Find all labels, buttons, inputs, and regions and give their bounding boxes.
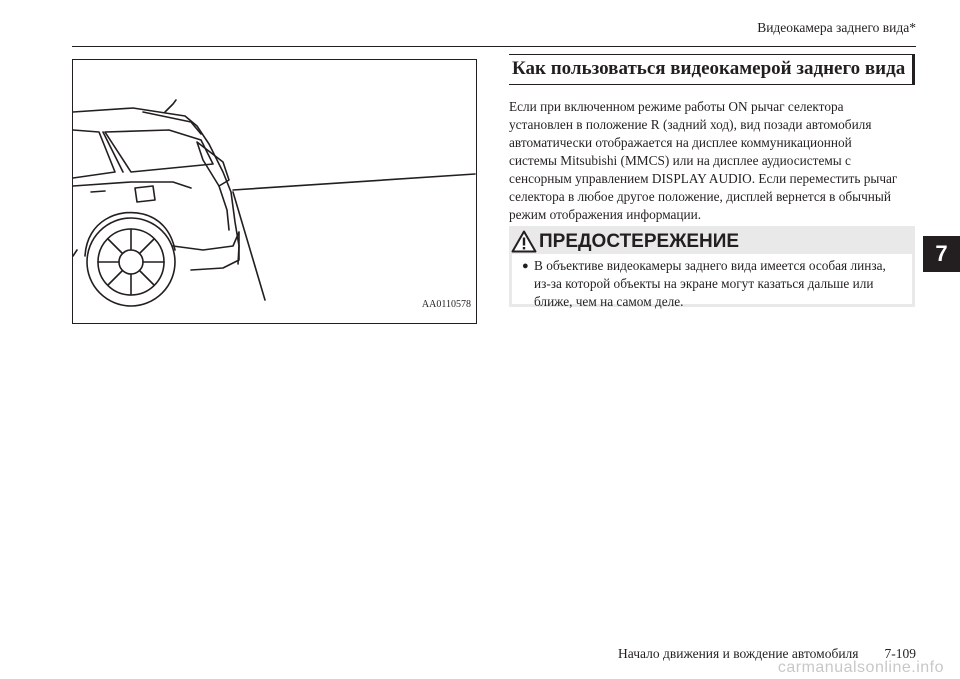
chapter-tab: 7 <box>923 236 960 272</box>
caution-line: из-за которой объекты на экране могут казаться дальше или <box>534 276 874 291</box>
caution-text <box>534 257 886 311</box>
caution-body <box>512 254 912 309</box>
rear-bumper <box>173 232 239 270</box>
section-heading <box>509 54 915 85</box>
header-divider <box>72 46 916 47</box>
camera-view-upper <box>233 174 475 190</box>
footer-section: Начало движения и вождение автомобиля <box>618 646 859 661</box>
car-rear-drawing <box>73 60 477 324</box>
figure-code: AA0110578 <box>421 299 471 310</box>
caution-line: В объективе видеокамеры заднего вида имеется особая линза, <box>534 258 886 273</box>
caution-label: ПРЕДОСТЕРЕЖЕНИЕ <box>539 230 740 252</box>
running-header: Видеокамера заднего вида* <box>757 20 916 35</box>
camera-view-lower <box>233 192 265 300</box>
section-heading-text: Как пользоваться видеокамерой заднего вида <box>512 58 906 79</box>
section-body <box>509 98 915 224</box>
body-line: режим отображения информации. <box>509 207 702 222</box>
side-window-rear <box>105 130 213 172</box>
body-line: автоматически отображается на дисплее коммуникационной <box>509 135 852 150</box>
body-line: установлен в положение R (задний ход), вид позади автомобиля <box>509 117 872 132</box>
heading-bar <box>912 54 915 85</box>
rear-camera-illustration <box>72 59 477 324</box>
caution-line: ближе, чем на самом деле. <box>534 294 684 309</box>
door-handle <box>91 191 105 192</box>
roof-antenna <box>165 100 176 112</box>
caution-header <box>511 229 739 254</box>
caution-box <box>509 226 915 307</box>
body-line: Если при включенном режиме работы ON рычаг селектора <box>509 99 844 114</box>
body-line: сенсорным управлением DISPLAY AUDIO. Если переместить рычаг <box>509 171 898 186</box>
warning-triangle-icon <box>511 230 537 253</box>
fuel-door <box>135 186 155 202</box>
bullet-icon: ● <box>522 260 529 272</box>
body-line: селектора в любое другое положение, дисплей вернется в обычный <box>509 189 891 204</box>
watermark: carmanualsonline.info <box>777 659 944 676</box>
body-line: системы Mitsubishi (MMCS) или на дисплее аудиосистемы с <box>509 153 851 168</box>
page-number: 7-109 <box>884 646 916 661</box>
